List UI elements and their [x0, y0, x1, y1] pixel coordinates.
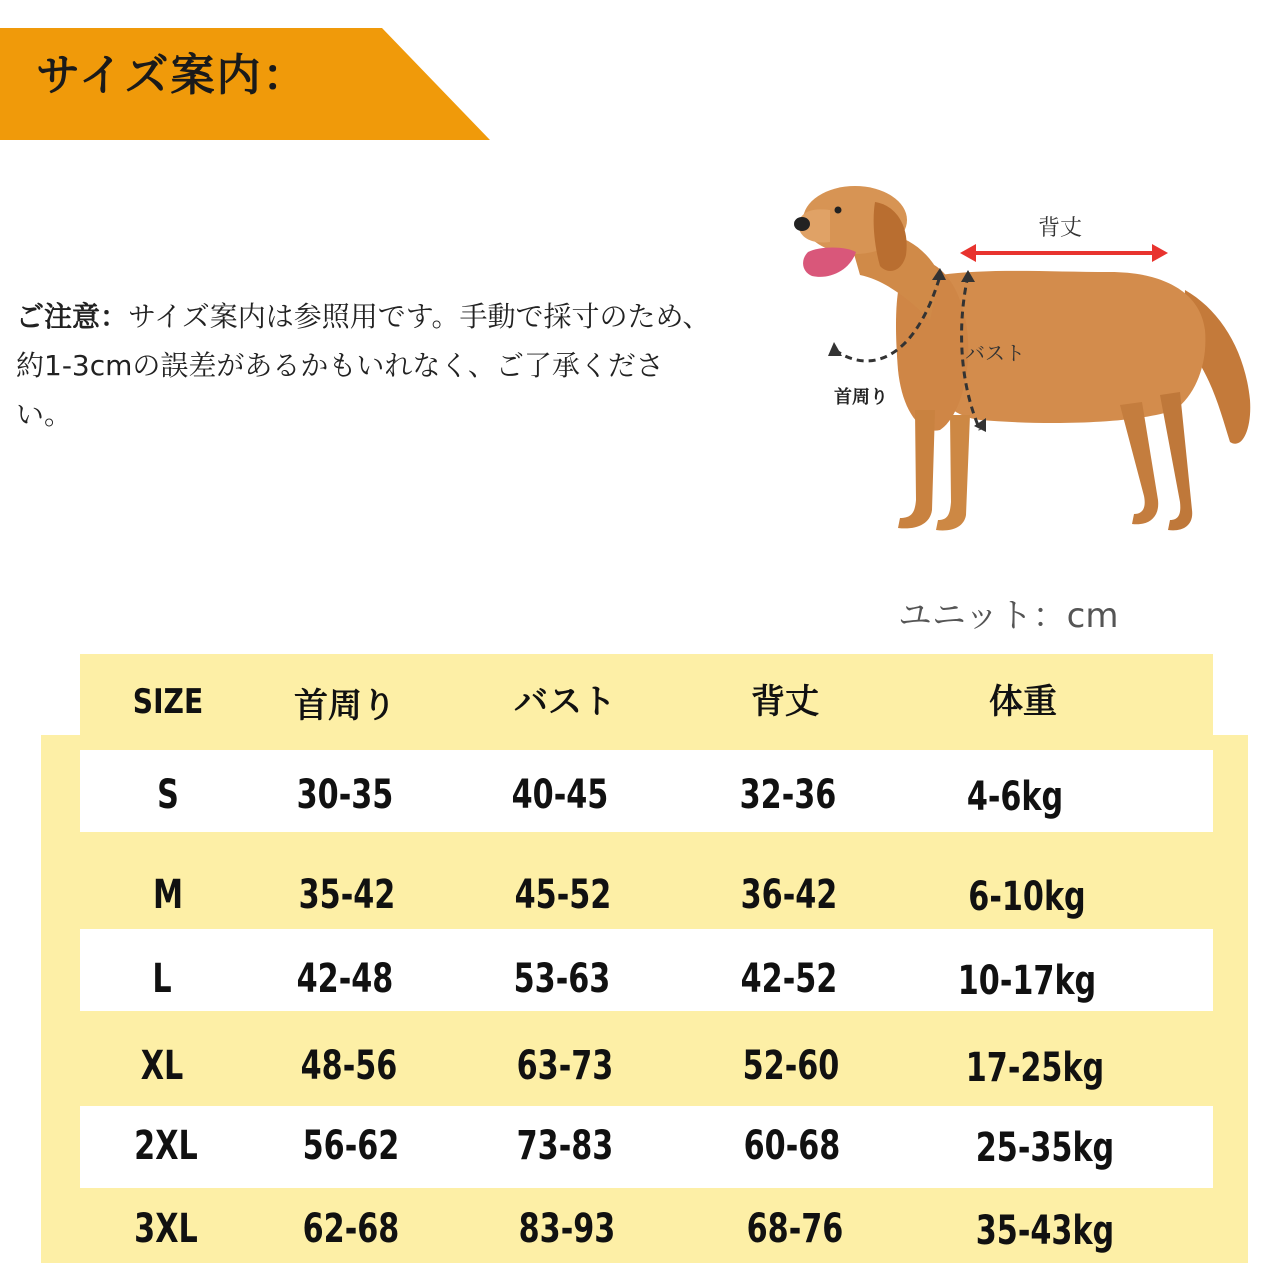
unit-label: ユニット：cm: [898, 596, 1119, 636]
notice-label: ご注意：: [16, 300, 129, 333]
neck-label: 首周り: [834, 387, 888, 408]
notice-text: サイズ案内は参照用です。手動で採寸のため、約1-3cmの誤差があるかもいれなく、ご了承ください。: [16, 300, 711, 431]
bust-label: バスト: [965, 341, 1025, 365]
back-length-label: 背丈: [1037, 216, 1083, 241]
page-title: サイズ案内：: [36, 50, 309, 101]
